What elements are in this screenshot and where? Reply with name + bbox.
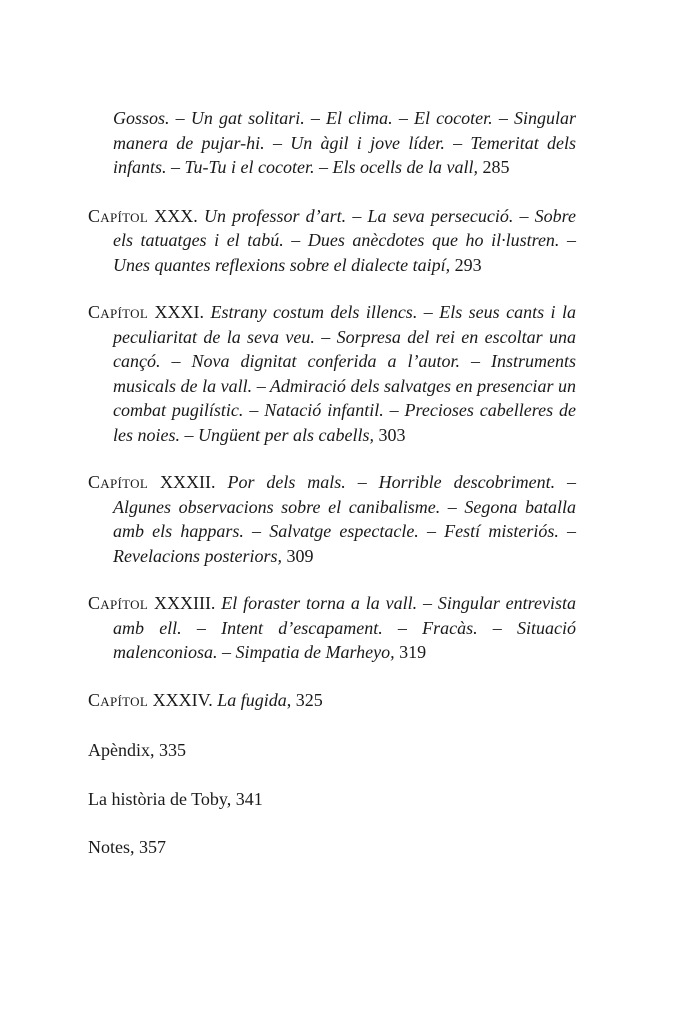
chapter-label: Capítol bbox=[88, 302, 149, 322]
entry-summary: Un professor d’art. – La seva persecució. – Sobre els tatuatges i el tabú. – Dues anècdotes que ho il·lustren. – Unes quantes reflexions sobre el dialecte taipí, bbox=[113, 205, 577, 275]
entry-page-number: , 325 bbox=[286, 689, 323, 710]
entry-summary: La fugida bbox=[217, 689, 287, 710]
entry-page-number: 293 bbox=[450, 254, 482, 275]
toc-entry-chapter-33 bbox=[88, 591, 576, 665]
chapter-label: Capítol bbox=[88, 472, 149, 492]
entry-page-number: 285 bbox=[477, 157, 510, 177]
chapter-label: Capítol bbox=[88, 593, 149, 613]
toc-entry-chapter-32 bbox=[88, 470, 576, 568]
chapter-number: XXXIII. bbox=[153, 593, 222, 613]
chapter-label: Capítol bbox=[88, 689, 149, 710]
toc-entry-chapter-31 bbox=[88, 300, 576, 447]
toc-entry-toby-story: La història de Toby, 341 bbox=[88, 788, 263, 809]
chapter-number: XXXII. bbox=[160, 472, 228, 492]
entry-summary: Estrany costum dels illencs. – Els seus cants i la peculiaritat de la seva veu. – Sorpresa del rei en escoltar una cançó. – Nova dignitat conferida a l’autor. – Instruments musicals de la vall. – Admiració dels salvatges en presenciar un combat pugilístic. – Natació infantil. – Precioses cabelleres de les noies. – Ungüent per als cabells, bbox=[113, 302, 577, 445]
chapter-number: XXXI. bbox=[154, 302, 211, 322]
chapter-label: Capítol bbox=[88, 205, 149, 226]
chapter-number: XXX. bbox=[154, 205, 204, 226]
chapter-number: XXXIV. bbox=[152, 689, 218, 710]
table-of-contents bbox=[88, 106, 576, 884]
toc-entry-appendix: Apèndix, 335 bbox=[88, 740, 186, 760]
toc-entry-continued bbox=[88, 106, 576, 180]
entry-summary: Gossos. – Un gat solitari. – El clima. – El cocoter. – Singular manera de pujar-hi. – Un àgil i jove líder. – Temeritat dels infants. – Tu-Tu i el cocoter. – Els ocells de la vall, bbox=[113, 108, 576, 177]
toc-entry-chapter-34 bbox=[88, 688, 576, 713]
entry-page-number: 319 bbox=[394, 642, 427, 662]
entry-summary: El foraster torna a la vall. – Singular entrevista amb ell. – Intent d’escapament. – Fracàs. – Situació malenconiosa. – Simpatia de Marheyo, bbox=[113, 593, 576, 662]
entry-summary: Por dels mals. – Horrible descobriment. – Algunes observacions sobre el canibalisme. – Segona batalla amb els happars. – Salvatge espectacle. – Festí misteriós. – Revelacions posteriors, bbox=[113, 472, 576, 566]
entry-page-number: 309 bbox=[281, 545, 314, 566]
toc-entry-chapter-30 bbox=[88, 204, 576, 278]
entry-page-number: 303 bbox=[373, 424, 406, 445]
toc-entry-notes: Notes, 357 bbox=[88, 837, 166, 857]
